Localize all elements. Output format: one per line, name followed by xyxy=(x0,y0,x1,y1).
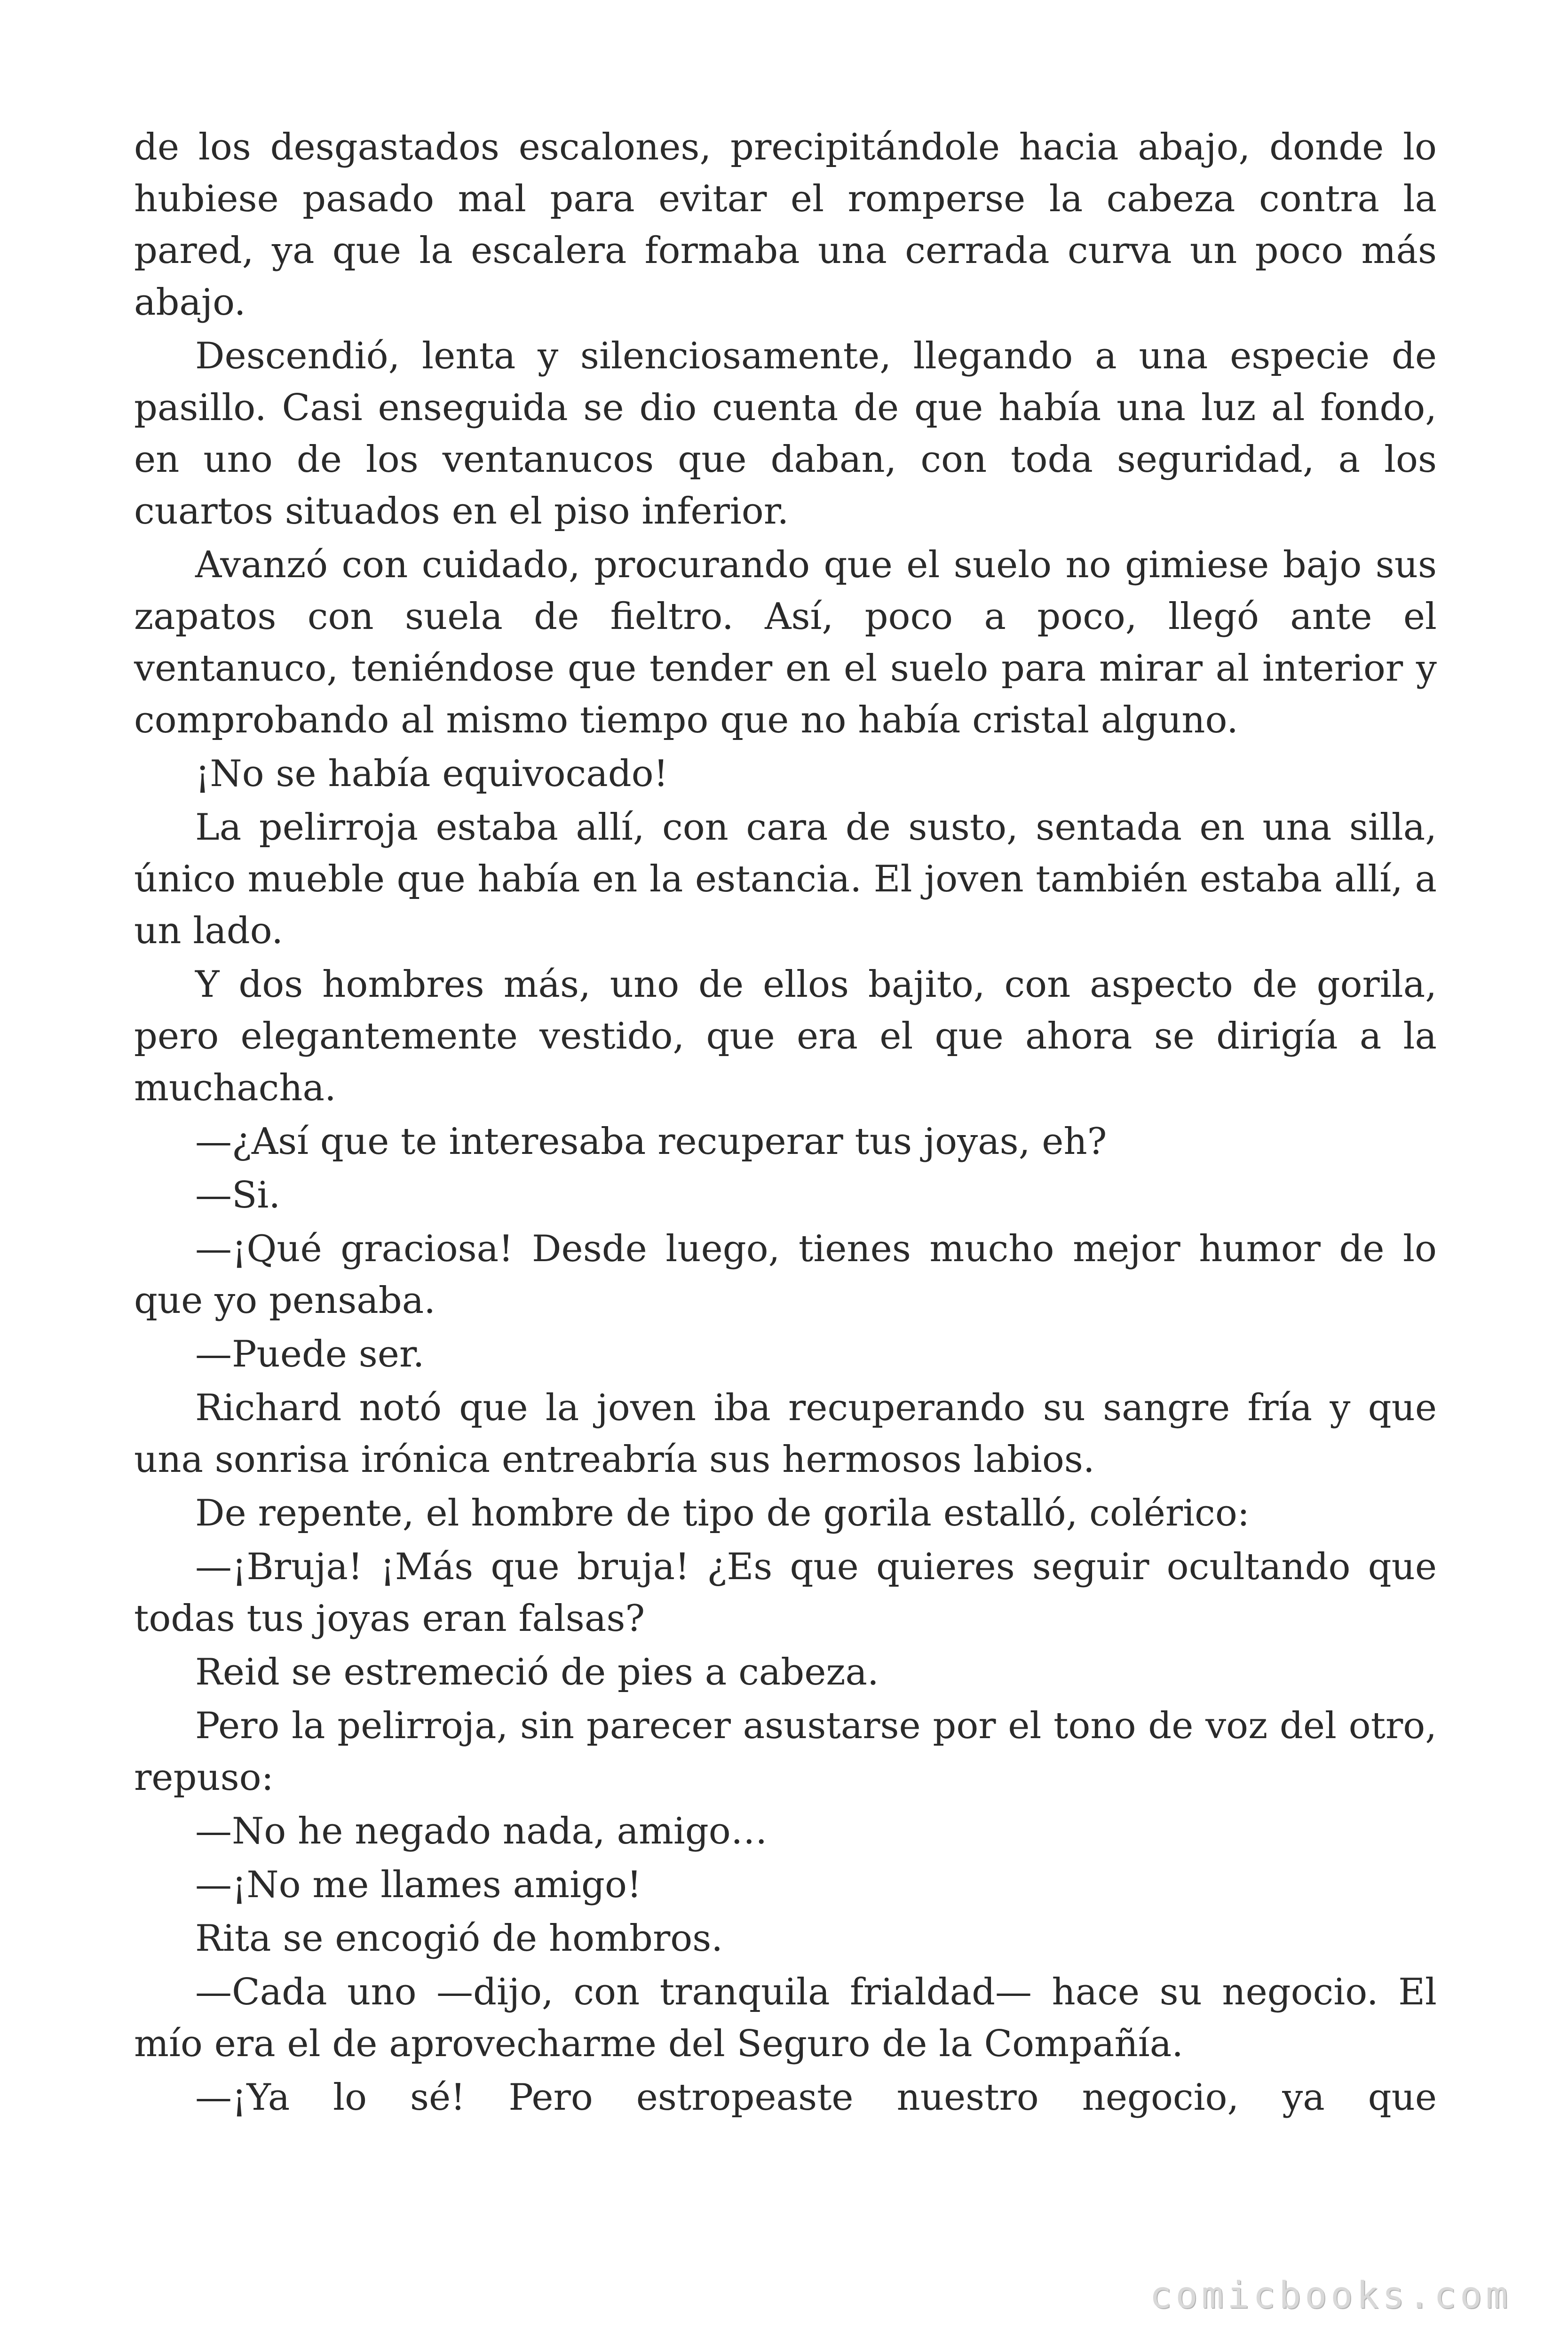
dialogue-line: —Cada uno —dijo, con tranquila frialdad— hace su negocio. El mío era el de aprovecharme del Seguro de la Compañía. xyxy=(134,1971,1437,2065)
dialogue-line: —Puede ser. xyxy=(195,1333,425,1375)
dialogue-line: —¿Así que te interesaba recuperar tus joyas, eh? xyxy=(195,1120,1107,1163)
dialogue-line: —¡Ya lo sé! Pero estropeaste nuestro negocio, ya que xyxy=(195,2076,1437,2119)
watermark: comicbooks.com xyxy=(1149,2274,1512,2317)
paragraph: Y dos hombres más, uno de ellos bajito, con aspecto de gorila, pero elegantemente vestido, que era el que ahora se dirigía a la muchacha. xyxy=(134,963,1437,1109)
dialogue-line: —¡No me llames amigo! xyxy=(195,1864,642,1906)
dialogue-line: —¡Qué graciosa! Desde luego, tienes mucho mejor humor de lo que yo pensaba. xyxy=(134,1228,1437,1322)
paragraph: de los desgastados escalones, precipitándole hacia abajo, donde lo hubiese pasado mal para evitar el romperse la cabeza contra la pared, ya que la escalera formaba una cerrada curva un poco más abajo. xyxy=(134,126,1437,324)
paragraph: Pero la pelirroja, sin parecer asustarse por el tono de voz del otro, repuso: xyxy=(134,1705,1437,1799)
paragraph: Reid se estremeció de pies a cabeza. xyxy=(195,1651,879,1693)
paragraph: Rita se encogió de hombros. xyxy=(195,1917,723,1960)
paragraph: Descendió, lenta y silenciosamente, llegando a una especie de pasillo. Casi enseguida se dio cuenta de que había una luz al fondo, en uno de los ventanucos que daban, con toda seguridad, a los cuartos situados en el piso inferior. xyxy=(134,335,1437,532)
dialogue-line: —¡Bruja! ¡Más que bruja! ¿Es que quieres seguir ocultando que todas tus joyas eran falsas? xyxy=(134,1546,1437,1640)
paragraph: Avanzó con cuidado, procurando que el suelo no gimiese bajo sus zapatos con suela de fieltro. Así, poco a poco, llegó ante el ventanuco, teniéndose que tender en el suelo para mirar al interior y comprobando al mismo tiempo que no había cristal alguno. xyxy=(134,544,1437,741)
paragraph: Richard notó que la joven iba recuperando su sangre fría y que una sonrisa irónica entreabría sus hermosos labios. xyxy=(134,1387,1437,1481)
paragraph: ¡No se había equivocado! xyxy=(195,753,668,795)
paragraph: De repente, el hombre de tipo de gorila estalló, colérico: xyxy=(195,1492,1250,1534)
dialogue-line: —Si. xyxy=(195,1174,281,1216)
paragraph: La pelirroja estaba allí, con cara de susto, sentada en una silla, único mueble que había en la estancia. El joven también estaba allí, a un lado. xyxy=(134,806,1437,952)
body-text xyxy=(134,121,1437,2125)
dialogue-line: —No he negado nada, amigo… xyxy=(195,1810,768,1852)
